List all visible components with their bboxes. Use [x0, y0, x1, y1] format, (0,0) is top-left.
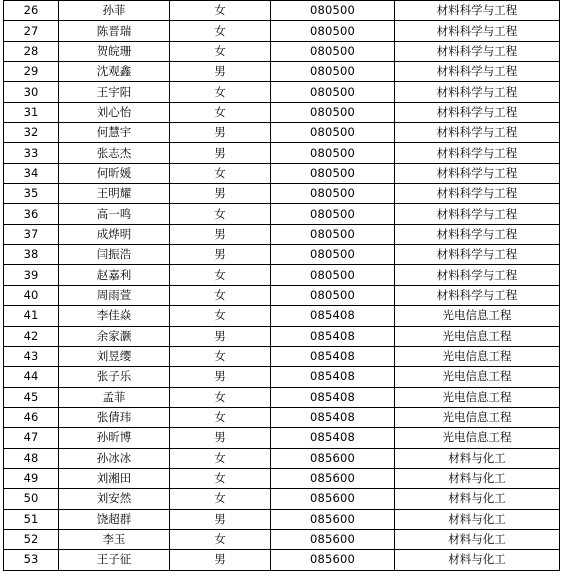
major-name-cell: 材料科学与工程: [395, 62, 560, 82]
gender-cell: 男: [170, 245, 271, 265]
gender-cell: 女: [170, 468, 271, 488]
student-name-cell: 张志杰: [59, 143, 170, 163]
major-code-cell: 085600: [271, 468, 395, 488]
student-name-cell: 赵嘉利: [59, 265, 170, 285]
major-name-cell: 材料与化工: [395, 509, 560, 529]
row-number-cell: 47: [4, 428, 59, 448]
row-number-cell: 48: [4, 448, 59, 468]
major-code-cell: 085408: [271, 346, 395, 366]
student-name-cell: 张倩玮: [59, 407, 170, 427]
major-code-cell: 085408: [271, 407, 395, 427]
major-name-cell: 材料科学与工程: [395, 184, 560, 204]
gender-cell: 男: [170, 509, 271, 529]
gender-cell: 女: [170, 82, 271, 102]
gender-cell: 男: [170, 224, 271, 244]
gender-cell: 女: [170, 41, 271, 61]
major-code-cell: 080500: [271, 143, 395, 163]
table-row: [4, 306, 560, 326]
major-code-cell: 085408: [271, 428, 395, 448]
gender-cell: 女: [170, 529, 271, 549]
major-code-cell: 085408: [271, 387, 395, 407]
table-row: [4, 346, 560, 366]
gender-cell: 男: [170, 123, 271, 143]
student-name-cell: 孙昕博: [59, 428, 170, 448]
row-number-cell: 46: [4, 407, 59, 427]
student-name-cell: 闫振浩: [59, 245, 170, 265]
major-name-cell: 材料科学与工程: [395, 41, 560, 61]
table-row: [4, 102, 560, 122]
row-number-cell: 37: [4, 224, 59, 244]
gender-cell: 男: [170, 550, 271, 570]
row-number-cell: 40: [4, 285, 59, 305]
row-number-cell: 45: [4, 387, 59, 407]
major-code-cell: 085600: [271, 550, 395, 570]
gender-cell: 女: [170, 102, 271, 122]
student-name-cell: 何昕媛: [59, 163, 170, 183]
student-name-cell: 李玉: [59, 529, 170, 549]
major-name-cell: 材料科学与工程: [395, 123, 560, 143]
row-number-cell: 30: [4, 82, 59, 102]
row-number-cell: 32: [4, 123, 59, 143]
table-row: [4, 245, 560, 265]
major-code-cell: 080500: [271, 204, 395, 224]
gender-cell: 女: [170, 306, 271, 326]
row-number-cell: 50: [4, 489, 59, 509]
gender-cell: 女: [170, 265, 271, 285]
student-name-cell: 刘心怡: [59, 102, 170, 122]
row-number-cell: 29: [4, 62, 59, 82]
major-code-cell: 085408: [271, 326, 395, 346]
major-name-cell: 材料与化工: [395, 468, 560, 488]
roster-table: [3, 0, 560, 571]
major-code-cell: 080500: [271, 265, 395, 285]
major-name-cell: 光电信息工程: [395, 407, 560, 427]
student-name-cell: 王明耀: [59, 184, 170, 204]
row-number-cell: 41: [4, 306, 59, 326]
table-row: [4, 41, 560, 61]
major-name-cell: 光电信息工程: [395, 428, 560, 448]
student-name-cell: 沈观鑫: [59, 62, 170, 82]
row-number-cell: 28: [4, 41, 59, 61]
row-number-cell: 44: [4, 367, 59, 387]
major-name-cell: 光电信息工程: [395, 387, 560, 407]
row-number-cell: 34: [4, 163, 59, 183]
table-row: [4, 163, 560, 183]
table-row: [4, 387, 560, 407]
roster-table-body: [4, 1, 560, 571]
major-code-cell: 085600: [271, 509, 395, 529]
major-name-cell: 材料与化工: [395, 529, 560, 549]
major-name-cell: 材料科学与工程: [395, 163, 560, 183]
table-row: [4, 550, 560, 570]
gender-cell: 女: [170, 21, 271, 41]
major-name-cell: 材料科学与工程: [395, 204, 560, 224]
table-row: [4, 468, 560, 488]
major-name-cell: 材料科学与工程: [395, 102, 560, 122]
major-name-cell: 材料科学与工程: [395, 224, 560, 244]
row-number-cell: 36: [4, 204, 59, 224]
major-name-cell: 材料与化工: [395, 489, 560, 509]
gender-cell: 男: [170, 143, 271, 163]
major-code-cell: 080500: [271, 82, 395, 102]
major-code-cell: 085600: [271, 529, 395, 549]
table-row: [4, 224, 560, 244]
gender-cell: 女: [170, 387, 271, 407]
row-number-cell: 26: [4, 1, 59, 21]
major-name-cell: 光电信息工程: [395, 367, 560, 387]
gender-cell: 女: [170, 163, 271, 183]
row-number-cell: 39: [4, 265, 59, 285]
table-row: [4, 62, 560, 82]
major-code-cell: 085600: [271, 448, 395, 468]
major-code-cell: 080500: [271, 102, 395, 122]
table-row: [4, 21, 560, 41]
table-row: [4, 184, 560, 204]
row-number-cell: 43: [4, 346, 59, 366]
row-number-cell: 49: [4, 468, 59, 488]
table-row: [4, 509, 560, 529]
student-name-cell: 王子征: [59, 550, 170, 570]
major-name-cell: 材料科学与工程: [395, 82, 560, 102]
student-name-cell: 孙冰冰: [59, 448, 170, 468]
table-row: [4, 204, 560, 224]
student-name-cell: 成烨明: [59, 224, 170, 244]
table-row: [4, 143, 560, 163]
table-row: [4, 1, 560, 21]
table-row: [4, 367, 560, 387]
row-number-cell: 51: [4, 509, 59, 529]
student-name-cell: 饶超群: [59, 509, 170, 529]
table-row: [4, 428, 560, 448]
major-code-cell: 080500: [271, 123, 395, 143]
gender-cell: 女: [170, 204, 271, 224]
major-name-cell: 材料科学与工程: [395, 265, 560, 285]
gender-cell: 女: [170, 346, 271, 366]
student-name-cell: 高一鸣: [59, 204, 170, 224]
gender-cell: 男: [170, 62, 271, 82]
row-number-cell: 38: [4, 245, 59, 265]
major-code-cell: 085408: [271, 367, 395, 387]
gender-cell: 女: [170, 1, 271, 21]
table-row: [4, 285, 560, 305]
student-name-cell: 何慧宇: [59, 123, 170, 143]
roster-sheet: [3, 0, 559, 571]
gender-cell: 女: [170, 448, 271, 468]
student-name-cell: 刘湘田: [59, 468, 170, 488]
major-name-cell: 材料与化工: [395, 448, 560, 468]
gender-cell: 男: [170, 367, 271, 387]
major-name-cell: 材料科学与工程: [395, 21, 560, 41]
student-name-cell: 孟菲: [59, 387, 170, 407]
major-code-cell: 080500: [271, 224, 395, 244]
student-name-cell: 余家灏: [59, 326, 170, 346]
row-number-cell: 35: [4, 184, 59, 204]
gender-cell: 男: [170, 184, 271, 204]
student-name-cell: 张子乐: [59, 367, 170, 387]
major-code-cell: 080500: [271, 285, 395, 305]
row-number-cell: 27: [4, 21, 59, 41]
table-row: [4, 448, 560, 468]
major-code-cell: 080500: [271, 245, 395, 265]
major-name-cell: 光电信息工程: [395, 306, 560, 326]
major-code-cell: 080500: [271, 1, 395, 21]
gender-cell: 女: [170, 489, 271, 509]
major-name-cell: 材料科学与工程: [395, 245, 560, 265]
student-name-cell: 李佳焱: [59, 306, 170, 326]
table-row: [4, 529, 560, 549]
major-code-cell: 085600: [271, 489, 395, 509]
major-name-cell: 光电信息工程: [395, 346, 560, 366]
major-code-cell: 080500: [271, 41, 395, 61]
major-code-cell: 080500: [271, 21, 395, 41]
table-row: [4, 489, 560, 509]
major-name-cell: 光电信息工程: [395, 326, 560, 346]
major-code-cell: 080500: [271, 184, 395, 204]
row-number-cell: 52: [4, 529, 59, 549]
student-name-cell: 孙菲: [59, 1, 170, 21]
student-name-cell: 刘安然: [59, 489, 170, 509]
student-name-cell: 周雨萱: [59, 285, 170, 305]
gender-cell: 女: [170, 407, 271, 427]
gender-cell: 女: [170, 285, 271, 305]
major-name-cell: 材料科学与工程: [395, 1, 560, 21]
student-name-cell: 刘昱缨: [59, 346, 170, 366]
student-name-cell: 贺皖珊: [59, 41, 170, 61]
row-number-cell: 42: [4, 326, 59, 346]
student-name-cell: 王宇阳: [59, 82, 170, 102]
major-name-cell: 材料科学与工程: [395, 143, 560, 163]
gender-cell: 男: [170, 428, 271, 448]
table-row: [4, 407, 560, 427]
gender-cell: 男: [170, 326, 271, 346]
row-number-cell: 53: [4, 550, 59, 570]
table-row: [4, 82, 560, 102]
row-number-cell: 31: [4, 102, 59, 122]
major-name-cell: 材料科学与工程: [395, 285, 560, 305]
student-name-cell: 陈晋瑞: [59, 21, 170, 41]
table-row: [4, 326, 560, 346]
major-code-cell: 080500: [271, 163, 395, 183]
major-name-cell: 材料与化工: [395, 550, 560, 570]
major-code-cell: 085408: [271, 306, 395, 326]
table-row: [4, 265, 560, 285]
table-row: [4, 123, 560, 143]
major-code-cell: 080500: [271, 62, 395, 82]
row-number-cell: 33: [4, 143, 59, 163]
